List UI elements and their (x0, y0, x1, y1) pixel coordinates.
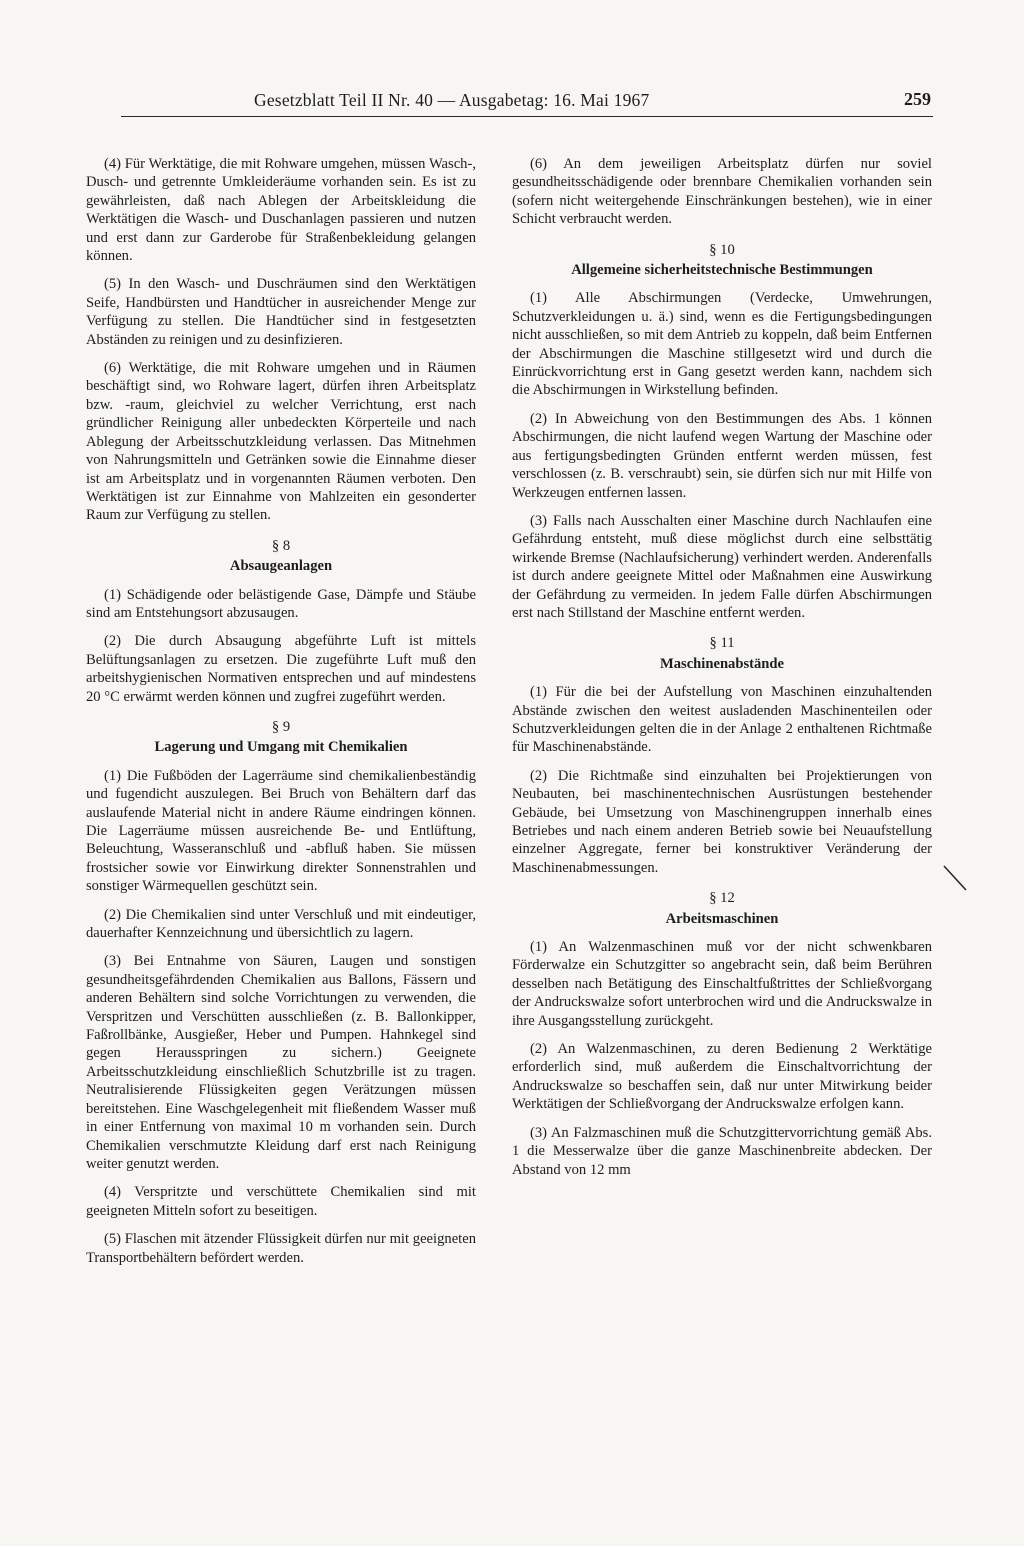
section-title: Arbeitsmaschinen (665, 910, 779, 927)
paragraph: (2) An Walzenmaschinen, zu deren Bedienung 2 Werktätige erforderlich sind, muß außerdem die Einschaltvorrichtung der Andruckswalze so beschaffen sein, daß nur unter Mitwirkung beider Werktätigen der Schließvorgang der Andruckswalze erfolgen kann. (512, 1041, 932, 1113)
section-title: Allgemeine sicherheitstechnische Bestimmungen (571, 262, 873, 279)
paragraph: (3) An Falzmaschinen muß die Schutzgittervorrichtung gemäß Abs. 1 die Messerwalze über die ganze Maschinenbreite abdecken. Der Abstand von 12 mm (512, 1124, 932, 1178)
paragraph: (1) An Walzenmaschinen muß vor der nicht schwenkbaren Förderwalze ein Schutzgitter so angebracht sein, daß beim Berühren desselben nach Betätigung des Einschaltfußtrittes der Schließvorgang der Andruckswalze sofort unterbrochen wird und die Andruckswalze in ihre Ausgangsstellung zurückgeht. (512, 939, 932, 1029)
paragraph: (3) Falls nach Ausschalten einer Maschine durch Nachlaufen eine Gefährdung entsteht, muß diese möglichst durch eine selbsttätig wirkende Bremse (Nachlaufsicherung) verhindert werden. Anderenfalls ist durch andere geeignete Mittel oder Maßnahmen eine Auswirkung der Gefährdung zu vermeiden. In jedem Falle dürfen Abschirmungen erst nach Stillstand der Maschine entfernt werden. (512, 512, 932, 621)
paragraph: (3) Bei Entnahme von Säuren, Laugen und sonstigen gesundheitsgefährdenden Chemikalien aus Ballons, Fässern und anderen Behältern sind solche Vorrichtungen zu verwenden, die Verspritzen und Verschütten ausschließen (z. B. Ballonkipper, Faßrollbänke, Ausgießer, Heber und Pumpen. Hahnkegel sind gegen Herausspringen zu sichern.) Geeignete Arbeitsschutzkleidung einschließlich Schutzbrille ist zu tragen. Neutralisierende Flüssigkeiten gegen Verätzungen müssen bereitstehen. Eine Waschgelegenheit mit fließendem Wasser muß in einer Entfernung von maximal 10 m vorhanden sein. Durch Chemikalien verschmutzte Kleidung darf erst nach Reinigung weiter genutzt werden. (86, 953, 476, 1172)
paragraph: (2) In Abweichung von den Bestimmungen des Abs. 1 können Abschirmungen, die nicht laufend wegen Wartung der Maschine oder aus fertigungsbedingten Gründen entfernt werden müssen, fest verschlossen (z. B. verschraubt) sein, sie dürfen sich nur mit Hilfe von Werkzeugen entfernen lassen. (512, 410, 932, 501)
paragraph: (2) Die Richtmaße sind einzuhalten bei Projektierungen von Neubauten, bei maschinentechnischen Ausrüstungen bestehender Gebäude, bei Umsetzung von Maschinengruppen innerhalb eines Betriebes und nach einem anderen Betrieb sowie bei Neuaufstellung einzelner Aggregate, ferner bei konstruktiver Veränderung der Maschinenabmessungen. (512, 767, 932, 876)
paragraph: (1) Die Fußböden der Lagerräume sind chemikalienbeständig und fugendicht auszulegen. Bei Bruch von Behältern darf das auslaufende Material nicht in andere Räume eindringen können. Die Lagerräume müssen ausreichende Be- und Entlüftung, Beleuchtung, Wasseranschluß und -abfluß haben. Sie müssen frostsicher sowie vor Einwirkung direkter Sonnenstrahlen und sonstiger Wärmequellen geschützt sein. (86, 767, 476, 895)
paragraph: (5) Flaschen mit ätzender Flüssigkeit dürfen nur mit geeigneten Transportbehältern befördert werden. (86, 1231, 476, 1266)
section-title: Absaugeanlagen (229, 558, 333, 575)
paragraph: (4) Für Werktätige, die mit Rohware umgehen, müssen Wasch-, Dusch- und getrennte Umkleideräume vorhanden sein. Es ist zu gewährleisten, daß nach Ablegen der Arbeitskleidung die Werktätigen die Wasch- und Duschanlagen passieren und nutzen und erst dann zur Garderobe für Straßenbekleidung gelangen können. (86, 156, 476, 265)
section-number: § 9 (271, 718, 291, 735)
paragraph: (1) Für die bei der Aufstellung von Maschinen einzuhaltenden Abstände zwischen den weitest ausladenden Maschinenteilen oder Schutzverkleidungen gelten die in der Anlage 2 enthaltenen Richtmaße für Maschinenabstände. (512, 684, 932, 756)
paragraph: (1) Alle Abschirmungen (Verdecke, Umwehrungen, Schutzverkleidungen u. ä.) sind, wenn es die Fertigungsbedingungen nicht ausschließen, so mit dem Antrieb zu koppeln, daß beim Entfernen der Abschirmungen die Maschine stillgesetzt wird und durch die Einrückvorrichtung erst in Gang gesetzt werden kann, nachdem sich die Abschirmungen in Wirkstellung befinden. (512, 290, 932, 399)
paragraph: (1) Schädigende oder belästigende Gase, Dämpfe und Stäube sind am Entstehungsort abzusaugen. (86, 586, 476, 621)
section-number: § 11 (709, 635, 735, 652)
right-column (512, 155, 932, 1189)
section-number: § 10 (709, 241, 735, 258)
page-number: 259 (904, 89, 931, 109)
header-title: Gesetzblatt Teil II Nr. 40 — Ausgabetag: 16. Mai 1967 (254, 90, 650, 110)
left-column (86, 155, 476, 1277)
margin-pen-mark (940, 862, 982, 898)
section-number: § 12 (709, 890, 735, 907)
section-number: § 8 (271, 537, 291, 554)
paragraph: (6) Werktätige, die mit Rohware umgehen und in Räumen beschäftigt sind, wo Rohware lagert, dürfen ihren Arbeitsplatz bzw. -raum, gleichviel zu welcher Verrichtung, erst nach gründlicher Reinigung aller unbedeckten Körperteile und nach Ablegung der Arbeitsschutzkleidung verlassen. Das Mitnehmen von Nahrungsmitteln und Getränken sowie die Einnahme dieser ist am Arbeitsplatz und in vorgenannten Räumen verboten. Den Werktätigen ist zur Einnahme von Mahlzeiten ein gesonderter Raum zur Verfügung zu stellen. (86, 360, 476, 524)
page-header (121, 82, 933, 117)
section-title: Lagerung und Umgang mit Chemikalien (154, 739, 408, 756)
paragraph: (4) Verspritzte und verschüttete Chemikalien sind mit geeigneten Mitteln sofort zu beseitigen. (86, 1184, 476, 1219)
paragraph: (6) An dem jeweiligen Arbeitsplatz dürfen nur soviel gesundheitsschädigende oder brennbare Chemikalien vorhanden sein (sofern nicht weitergehende Einschränkungen bestehen), wie in einer Schicht verbraucht werden. (512, 156, 932, 228)
section-title: Maschinenabstände (659, 655, 785, 672)
paragraph: (5) In den Wasch- und Duschräumen sind den Werktätigen Seife, Handbürsten und Handtücher in ausreichender Menge zur Verfügung zu stellen. Die Handtücher sind in festgesetzten Abständen zu reinigen und zu desinfizieren. (86, 276, 476, 348)
paragraph: (2) Die Chemikalien sind unter Verschluß und mit eindeutiger, dauerhafter Kennzeichnung und übersichtlich zu lagern. (86, 906, 476, 942)
paragraph: (2) Die durch Absaugung abgeführte Luft ist mittels Belüftungsanlagen zu ersetzen. Die zugeführte Luft muß den arbeitshygienischen Normativen entsprechen und auf mindestens 20 °C erwärmt werden können und zugfrei zugeführt werden. (86, 633, 476, 705)
